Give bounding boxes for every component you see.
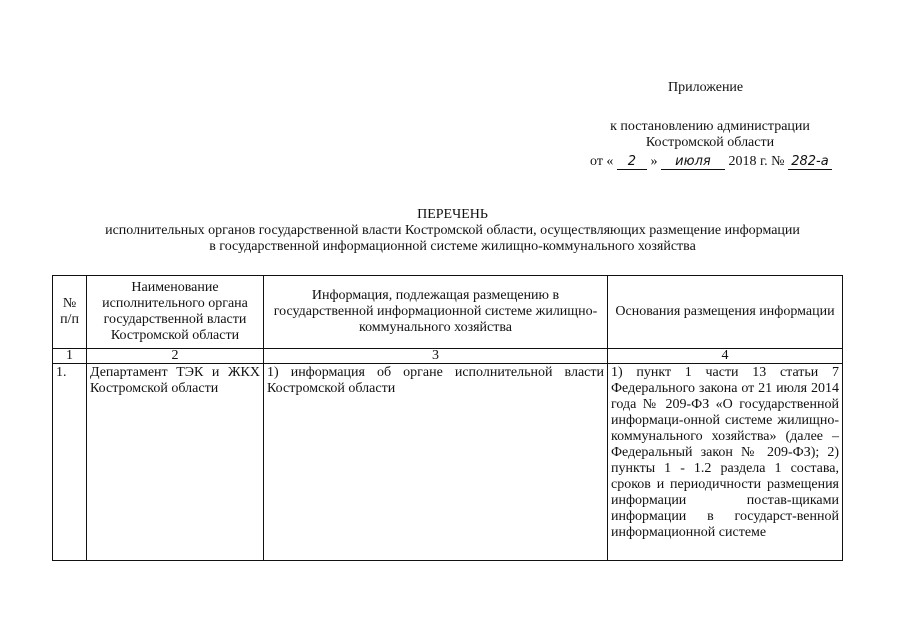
column-number-row [53,349,843,364]
row-info: 1) информация об органе исполнительной власти Костромской области [264,364,608,561]
header-cell-basis: Основания размещения информации [608,276,843,349]
column-number: 3 [264,349,608,364]
header-cell-info: Информация, подлежащая размещению в государственной информационной системе жилищно-коммунального хозяйства [264,276,608,349]
header-cell-number: № п/п [53,276,87,349]
date-prefix: от « [590,154,614,169]
column-number: 1 [53,349,87,364]
row-basis: 1) пункт 1 части 13 статьи 7 Федерального закона от 21 июля 2014 года № 209-ФЗ «О государственной информаци-онной системе жилищно-коммунального хозяйства» (далее – Федеральный закон № 209-ФЗ); 2) пункты 1 - 1.2 раздела 1 состава, сроков и периодичности размещения информации постав-щиками информации в государст-венной информационной системе [608,364,843,561]
date-month: июля [661,155,725,170]
date-day: 2 [617,155,647,170]
organs-table [52,275,843,561]
column-number: 4 [608,349,843,364]
decree-number: 282-а [788,155,832,170]
column-number: 2 [87,349,264,364]
decree-reference-line2: Костромской области [645,135,775,150]
title-main: ПЕРЕЧЕНЬ [417,207,488,222]
row-number: 1. [53,364,87,561]
document-title [0,207,905,255]
appendix-label: Приложение [668,80,744,95]
title-line2: исполнительных органов государственной власти Костромской области, осуществляющих размещение информации [105,223,800,238]
row-organ: Департамент ТЭК и ЖКХ Костромской области [87,364,264,561]
table-header-row [53,276,843,349]
decree-date-line [590,154,832,170]
table-row [53,364,843,561]
date-year: 2018 г. № [728,154,785,169]
header-cell-organ: Наименование исполнительного органа государственной власти Костромской области [87,276,264,349]
title-line3: в государственной информационной системе жилищно-коммунального хозяйства [209,239,696,254]
decree-reference-line1: к постановлению администрации [610,119,810,134]
decree-reference [560,119,860,151]
date-mid: » [650,154,658,169]
